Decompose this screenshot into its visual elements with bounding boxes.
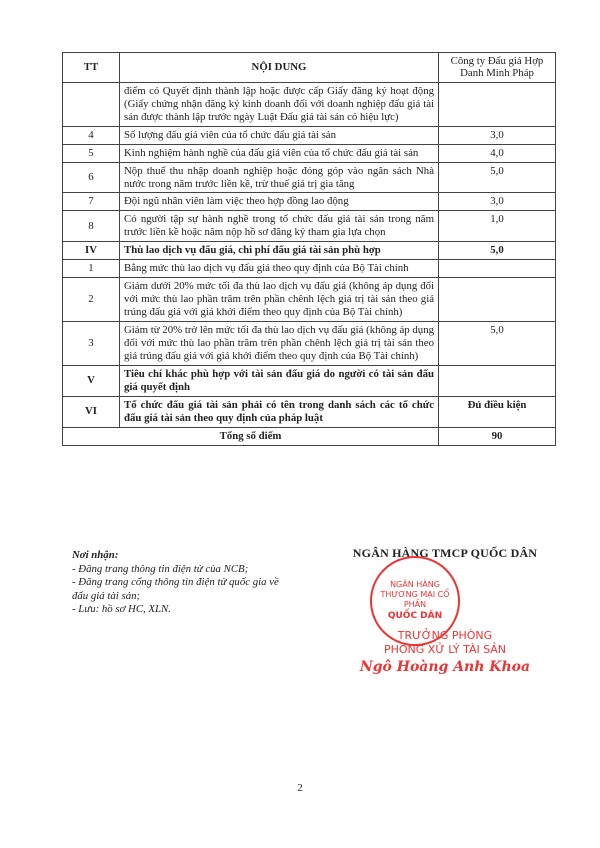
row-number: 1 xyxy=(63,260,120,278)
total-value: 90 xyxy=(439,427,556,445)
row-score xyxy=(439,82,556,126)
row-score: 5,0 xyxy=(439,322,556,366)
recipient-item: - Đăng trang cổng thông tin điện tử quốc gia về đấu giá tài sản; xyxy=(72,576,279,602)
row-score: 3,0 xyxy=(439,126,556,144)
table-row xyxy=(63,260,556,278)
total-label: Tổng số điểm xyxy=(63,427,439,445)
bank-name: NGÂN HÀNG TMCP QUỐC DÂN xyxy=(352,546,538,560)
row-number: 5 xyxy=(63,144,120,162)
table-row xyxy=(63,211,556,242)
row-score: Đủ điều kiện xyxy=(439,396,556,427)
row-content: điểm có Quyết định thành lập hoặc được cấp Giấy đăng ký hoạt động (Giấy chứng nhận đăng ký kinh doanh đối với doanh nghiệp đấu giá tài sản được thành lập trước ngày Luật Đấu giá tài sản có hiệu lực) xyxy=(120,82,439,126)
header-tt: TT xyxy=(63,53,120,83)
row-score: 3,0 xyxy=(439,193,556,211)
signer-name: Ngô Hoàng Anh Khoa xyxy=(359,659,531,675)
row-number: 6 xyxy=(63,162,120,193)
recipient-item: - Lưu: hồ sơ HC, XLN. xyxy=(72,603,171,616)
criteria-table xyxy=(62,52,556,446)
row-number: 7 xyxy=(63,193,120,211)
table-row xyxy=(63,396,556,427)
row-content: Kinh nghiệm hành nghề của đấu giá viên của tổ chức đấu giá tài sản xyxy=(120,144,439,162)
row-score: 4,0 xyxy=(439,144,556,162)
row-content: Số lượng đấu giá viên của tổ chức đấu giá tài sản xyxy=(120,126,439,144)
row-number: 8 xyxy=(63,211,120,242)
row-score xyxy=(439,365,556,396)
row-score: 5,0 xyxy=(439,162,556,193)
header-company: Công ty Đấu giá Hợp Danh Minh Pháp xyxy=(439,53,556,83)
table-row xyxy=(63,126,556,144)
recipients-title: Nơi nhận: xyxy=(72,549,119,561)
row-content: Bằng mức thù lao dịch vụ đấu giá theo quy định của Bộ Tài chính xyxy=(120,260,439,278)
recipients-block xyxy=(72,549,287,617)
row-number: IV xyxy=(63,242,120,260)
row-score: 5,0 xyxy=(439,242,556,260)
table-row xyxy=(63,144,556,162)
row-content: Giảm dưới 20% mức tối đa thù lao dịch vụ đấu giá (không áp dụng đối với mức thù lao phần trăm trên phần chênh lệch giá trị tài sản theo giá trúng đấu giá với giá khởi điểm theo quy định của Bộ Tài chính) xyxy=(120,278,439,322)
row-number xyxy=(63,82,120,126)
row-score xyxy=(439,260,556,278)
row-content: Có người tập sự hành nghề trong tổ chức đấu giá tài sản trong năm trước liền kề hoặc năm nộp hồ sơ đăng ký tham gia lựa chọn xyxy=(120,211,439,242)
row-number: 2 xyxy=(63,278,120,322)
table-row xyxy=(63,278,556,322)
position-department: PHÒNG XỬ LÝ TÀI SẢN xyxy=(383,643,507,656)
table-header-row xyxy=(63,53,556,83)
table-row xyxy=(63,162,556,193)
row-content: Thù lao dịch vụ đấu giá, chi phí đấu giá tài sản phù hợp xyxy=(120,242,439,260)
table-row xyxy=(63,365,556,396)
signature-block xyxy=(330,546,560,675)
table-row xyxy=(63,322,556,366)
seal-line: QUỐC DÂN xyxy=(387,610,443,621)
seal-line: THƯƠNG MẠI CỔ PHẦN xyxy=(380,589,450,610)
seal-line: NGÂN HÀNG xyxy=(390,579,440,589)
row-content: Nộp thuế thu nhập doanh nghiệp hoặc đóng góp vào ngân sách Nhà nước trong năm trước liền kề, trừ thuế giá trị gia tăng xyxy=(120,162,439,193)
row-score: 1,0 xyxy=(439,211,556,242)
table-row xyxy=(63,82,556,126)
table-row xyxy=(63,242,556,260)
total-row xyxy=(63,427,556,445)
row-number: V xyxy=(63,365,120,396)
row-number: 4 xyxy=(63,126,120,144)
row-number: 3 xyxy=(63,322,120,366)
page-number: 2 xyxy=(297,782,303,794)
position-title: TRƯỞNG PHÒNG xyxy=(397,629,493,642)
row-content: Tiêu chí khác phù hợp với tài sản đấu giá do người có tài sản đấu giá quyết định xyxy=(120,365,439,396)
header-content: NỘI DUNG xyxy=(120,53,439,83)
table-row xyxy=(63,193,556,211)
recipient-item: - Đăng trang thông tin điện tử của NCB; xyxy=(72,562,249,575)
row-content: Giảm từ 20% trở lên mức tối đa thù lao dịch vụ đấu giá (không áp dụng đối với mức thù lao phần trăm trên phần chênh lệch giá trị tài sản theo giá trúng đấu giá với giá khởi điểm theo quy định của Bộ Tài chính) xyxy=(120,322,439,366)
row-number: VI xyxy=(63,396,120,427)
row-score xyxy=(439,278,556,322)
table-body xyxy=(63,82,556,427)
row-content: Tổ chức đấu giá tài sản phải có tên trong danh sách các tổ chức đấu giá tài sản theo quy định của pháp luật xyxy=(120,396,439,427)
row-content: Đội ngũ nhân viên làm việc theo hợp đồng lao động xyxy=(120,193,439,211)
